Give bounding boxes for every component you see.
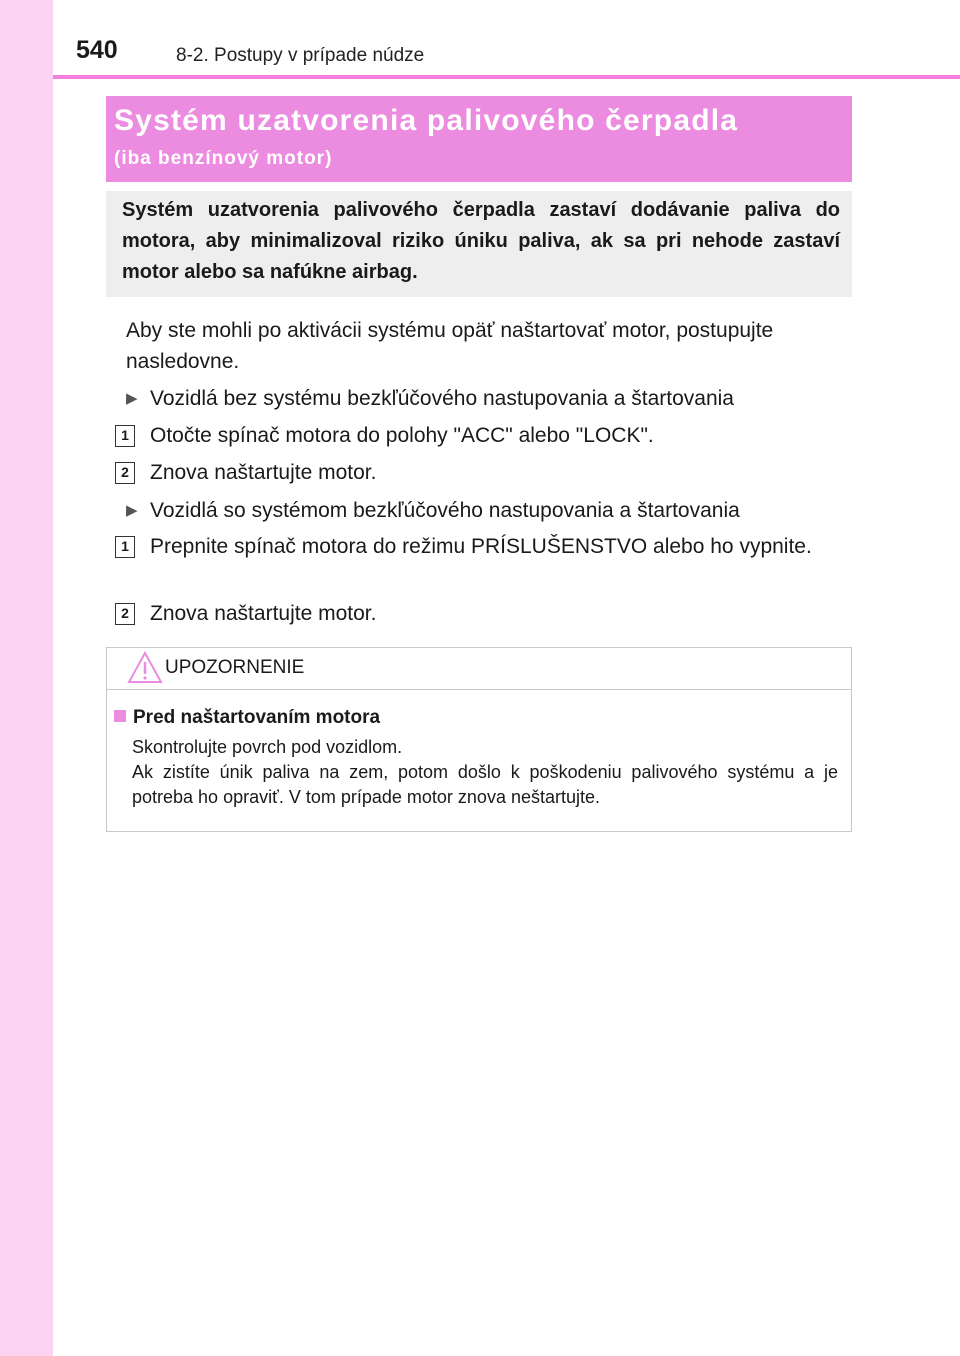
heading-banner xyxy=(106,96,852,182)
page-number: 540 xyxy=(76,36,118,64)
heading-subtitle: (iba benzínový motor) xyxy=(114,148,333,169)
warning-title: UPOZORNENIE xyxy=(165,657,305,678)
intro-text: Systém uzatvorenia palivového čerpadla zastaví dodávanie paliva do motora, aby minimalizoval riziko úniku paliva, ak sa pri nehode zastaví motor alebo sa nafúkne airbag. xyxy=(122,199,840,283)
triangle-bullet-icon: ▶ xyxy=(126,390,138,407)
section-title: 8-2. Postupy v prípade núdze xyxy=(176,45,425,66)
warning-item-title xyxy=(114,707,380,729)
heading-title: Systém uzatvorenia palivového čerpadla xyxy=(114,104,739,137)
step-number: 2 xyxy=(115,603,135,625)
warning-body xyxy=(132,735,838,810)
intro-panel xyxy=(106,191,852,297)
triangle-bullet-icon: ▶ xyxy=(126,502,138,519)
warning-header xyxy=(107,648,851,690)
step-text: Otočte spínač motora do polohy "ACC" alebo "LOCK". xyxy=(150,424,654,447)
step-number: 1 xyxy=(115,425,135,447)
condition-heading xyxy=(126,383,734,414)
warning-line: Skontrolujte povrch pod vozidlom. xyxy=(132,737,403,757)
warning-line: Ak zistíte únik paliva na zem, potom došlo k poškodeniu palivového systému a je potreba ho opraviť. V tom prípade motor znova neštartujte. xyxy=(132,762,838,807)
step-number: 1 xyxy=(115,536,135,558)
condition-text: Vozidlá bez systému bezkľúčového nastupovania a štartovania xyxy=(150,387,734,410)
warning-triangle-icon xyxy=(127,651,163,685)
condition-heading xyxy=(126,495,740,526)
square-bullet-icon xyxy=(114,710,126,722)
header-divider xyxy=(53,75,960,79)
page-side-tab xyxy=(0,0,53,1356)
warning-box xyxy=(106,647,852,832)
warning-item-title-text: Pred naštartovaním motora xyxy=(133,707,381,728)
step-number: 2 xyxy=(115,462,135,484)
body-paragraph: Aby ste mohli po aktivácii systému opäť naštartovať motor, postupujte nasledovne. xyxy=(126,319,774,373)
step-text: Znova naštartujte motor. xyxy=(150,602,377,625)
condition-text: Vozidlá so systémom bezkľúčového nastupovania a štartovania xyxy=(150,499,740,522)
step-text: Znova naštartujte motor. xyxy=(150,461,377,484)
step-text: Prepnite spínač motora do režimu PRÍSLUŠENSTVO alebo ho vypnite. xyxy=(150,535,812,558)
